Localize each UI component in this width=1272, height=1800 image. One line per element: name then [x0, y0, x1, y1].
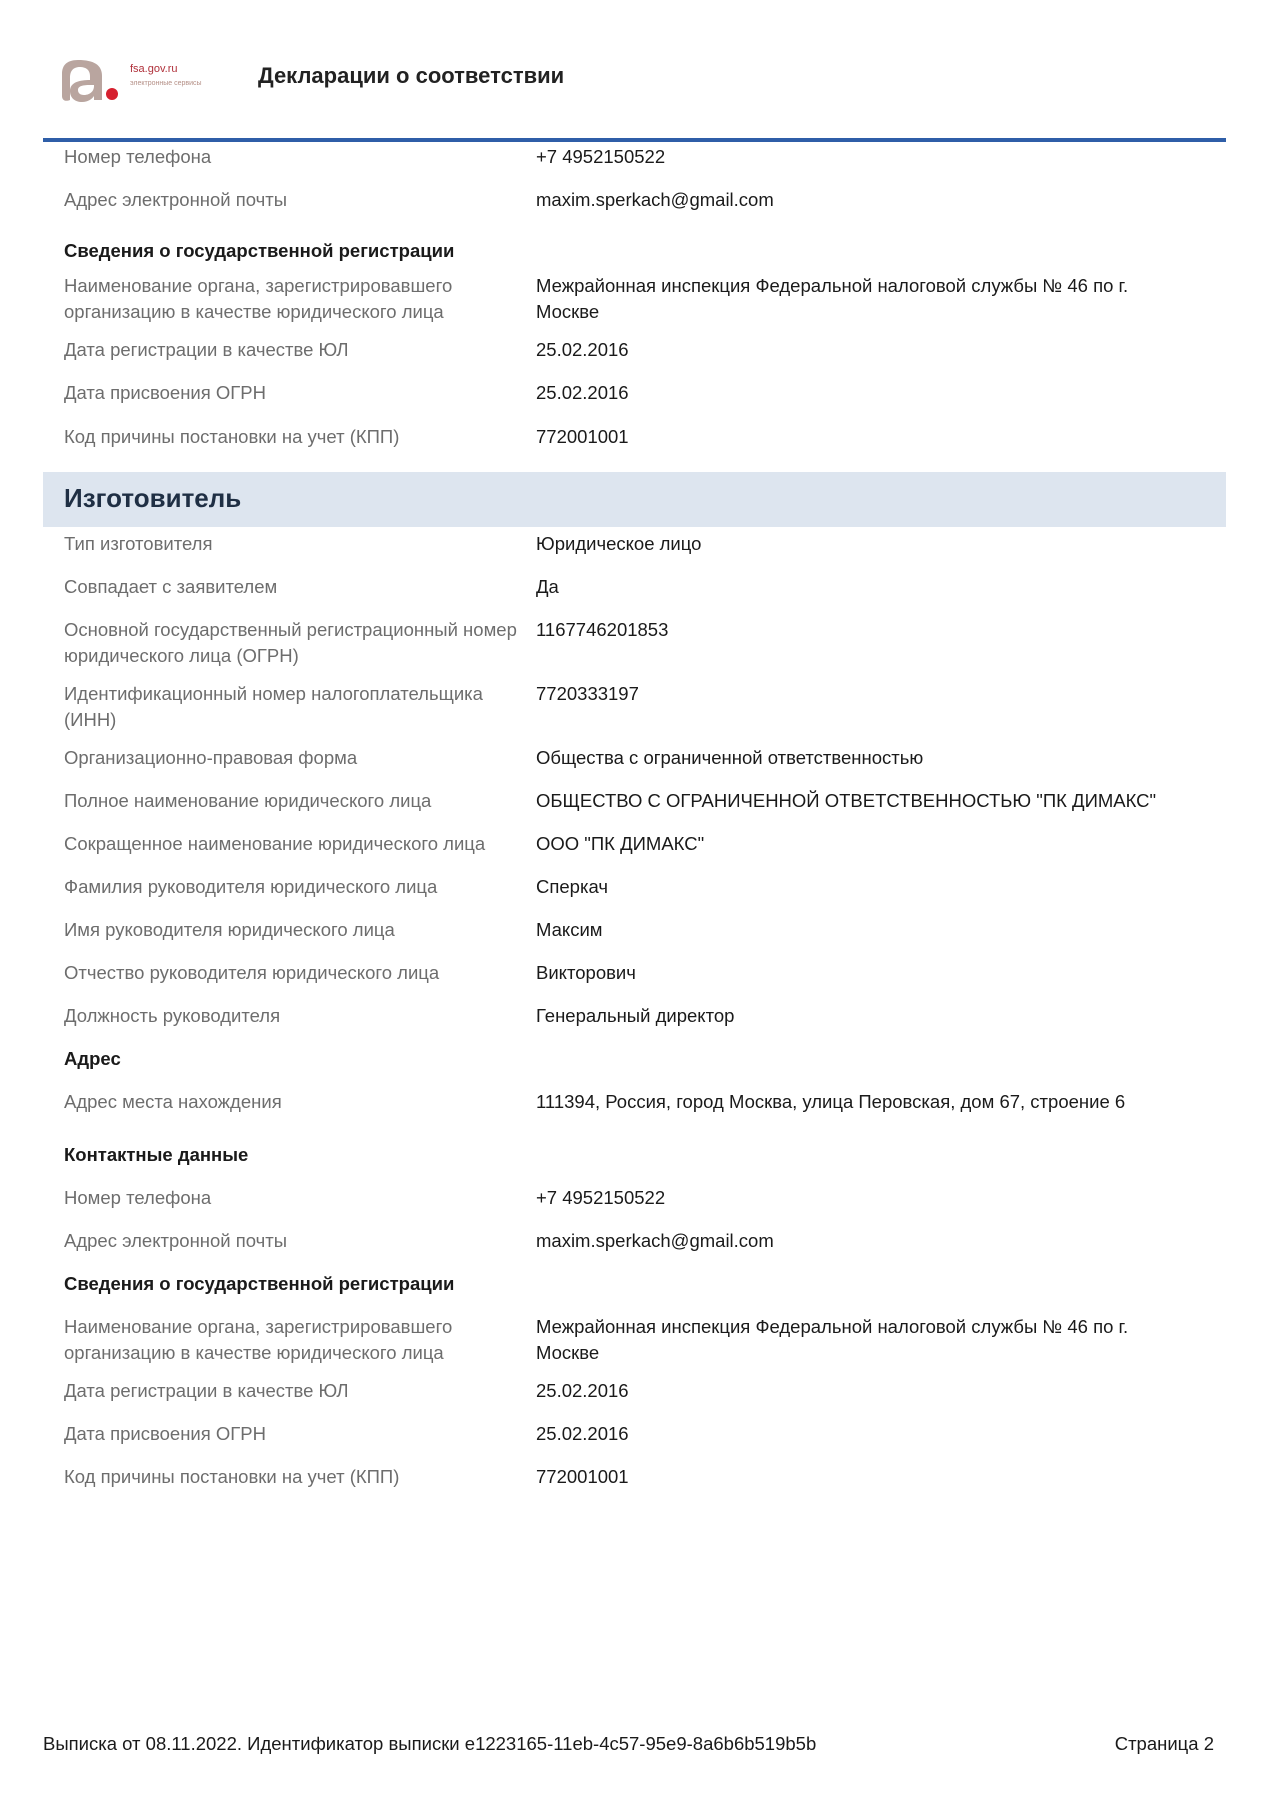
manufacturer-row: [64, 574, 1214, 600]
applicant-email-row: [64, 187, 1214, 213]
fsa-logo[interactable]: [58, 56, 208, 111]
field-value: +7 4952150522: [536, 146, 666, 167]
fsa-logo-icon: [58, 56, 126, 104]
field-value: 1167746201853: [536, 619, 669, 640]
field-value: maxim.sperkach@gmail.com: [536, 189, 774, 210]
field-label: Идентификационный номер налогоплательщика (ИНН): [64, 683, 483, 730]
field-label: Дата регистрации в качестве ЮЛ: [64, 339, 349, 360]
logo-site-text: fsa.gov.ru: [130, 63, 178, 75]
manufacturer-row: [64, 960, 1214, 986]
field-value: 7720333197: [536, 683, 639, 704]
field-label: Код причины постановки на учет (КПП): [64, 426, 400, 447]
manufacturer-reg-date-row: [64, 1378, 1214, 1404]
field-label: Номер телефона: [64, 1187, 212, 1208]
field-value: 772001001: [536, 426, 629, 447]
field-value: 25.02.2016: [536, 339, 629, 360]
field-label: Сокращенное наименование юридического лица: [64, 833, 486, 854]
field-label: Имя руководителя юридического лица: [64, 919, 395, 940]
field-value: 25.02.2016: [536, 382, 629, 403]
field-label: Дата регистрации в качестве ЮЛ: [64, 1380, 349, 1401]
section-title: Изготовитель: [64, 483, 242, 513]
field-value: Общества с ограниченной ответственностью: [536, 747, 924, 768]
field-label: Наименование органа, зарегистрировавшего организацию в качестве юридического лица: [64, 275, 453, 322]
field-label: Адрес места нахождения: [64, 1091, 282, 1112]
manufacturer-row: [64, 917, 1214, 943]
manufacturer-row: [64, 874, 1214, 900]
extract-info: Выписка от 08.11.2022. Идентификатор выписки e1223165-11eb-4c57-95e9-8a6b6b519b5b: [43, 1733, 817, 1754]
field-label: Отчество руководителя юридического лица: [64, 962, 440, 983]
field-label: Адрес электронной почты: [64, 189, 288, 210]
applicant-reg-date-row: [64, 337, 1214, 363]
field-value: 25.02.2016: [536, 1423, 629, 1444]
manufacturer-contacts-heading: Контактные данные: [64, 1144, 249, 1165]
field-value: ООО "ПК ДИМАКС": [536, 833, 705, 854]
field-value: maxim.sperkach@gmail.com: [536, 1230, 774, 1251]
page-header: [43, 48, 1226, 143]
field-label: Фамилия руководителя юридического лица: [64, 876, 438, 897]
logo-subtitle: электронные сервисы: [130, 80, 202, 87]
manufacturer-address-row: [64, 1089, 1214, 1115]
applicant-registration-heading: Сведения о государственной регистрации: [64, 240, 455, 261]
field-value: Максим: [536, 919, 603, 940]
manufacturer-section-header: [43, 472, 1226, 527]
manufacturer-kpp-row: [64, 1464, 1214, 1490]
field-value: ОБЩЕСТВО С ОГРАНИЧЕННОЙ ОТВЕТСТВЕННОСТЬЮ "ПК ДИМАКС": [536, 790, 1157, 811]
manufacturer-email-row: [64, 1228, 1214, 1254]
manufacturer-row: [64, 531, 1214, 557]
field-value: Генеральный директор: [536, 1005, 735, 1026]
manufacturer-row: [64, 681, 1214, 733]
field-label: Полное наименование юридического лица: [64, 790, 432, 811]
field-value: 772001001: [536, 1466, 629, 1487]
manufacturer-row: [64, 788, 1214, 814]
applicant-authority-row: [64, 273, 1214, 325]
field-label: Наименование органа, зарегистрировавшего организацию в качестве юридического лица: [64, 1316, 453, 1363]
manufacturer-address-heading: Адрес: [64, 1048, 121, 1069]
field-value: Межрайонная инспекция Федеральной налоговой службы № 46 по г. Москве: [536, 275, 1129, 322]
field-value: Межрайонная инспекция Федеральной налоговой службы № 46 по г. Москве: [536, 1316, 1129, 1363]
manufacturer-ogrn-date-row: [64, 1421, 1214, 1447]
applicant-ogrn-date-row: [64, 380, 1214, 406]
page-title: Декларации о соответствии: [258, 63, 565, 88]
manufacturer-row: [64, 745, 1214, 771]
page-number: Страница 2: [1114, 1733, 1214, 1754]
field-value: Сперкач: [536, 876, 608, 897]
header-divider: [43, 138, 1226, 142]
manufacturer-row: [64, 831, 1214, 857]
manufacturer-authority-row: [64, 1314, 1214, 1366]
field-label: Совпадает с заявителем: [64, 576, 278, 597]
applicant-phone-row: [64, 144, 1214, 170]
manufacturer-registration-heading: Сведения о государственной регистрации: [64, 1273, 455, 1294]
field-label: Тип изготовителя: [64, 533, 213, 554]
manufacturer-phone-row: [64, 1185, 1214, 1211]
field-label: Код причины постановки на учет (КПП): [64, 1466, 400, 1487]
manufacturer-row: [64, 1003, 1214, 1029]
field-label: Дата присвоения ОГРН: [64, 382, 267, 403]
field-label: Адрес электронной почты: [64, 1230, 288, 1251]
field-label: Дата присвоения ОГРН: [64, 1423, 267, 1444]
field-label: Основной государственный регистрационный номер юридического лица (ОГРН): [64, 619, 517, 666]
field-label: Организационно-правовая форма: [64, 747, 358, 768]
field-value: Викторович: [536, 962, 636, 983]
field-value: Да: [536, 576, 559, 597]
field-value: 111394, Россия, город Москва, улица Перовская, дом 67, строение 6: [536, 1091, 1126, 1112]
field-label: Должность руководителя: [64, 1005, 281, 1026]
field-value: 25.02.2016: [536, 1380, 629, 1401]
field-label: Номер телефона: [64, 146, 212, 167]
manufacturer-row: [64, 617, 1214, 669]
field-value: +7 4952150522: [536, 1187, 666, 1208]
field-value: Юридическое лицо: [536, 533, 702, 554]
applicant-kpp-row: [64, 424, 1214, 450]
